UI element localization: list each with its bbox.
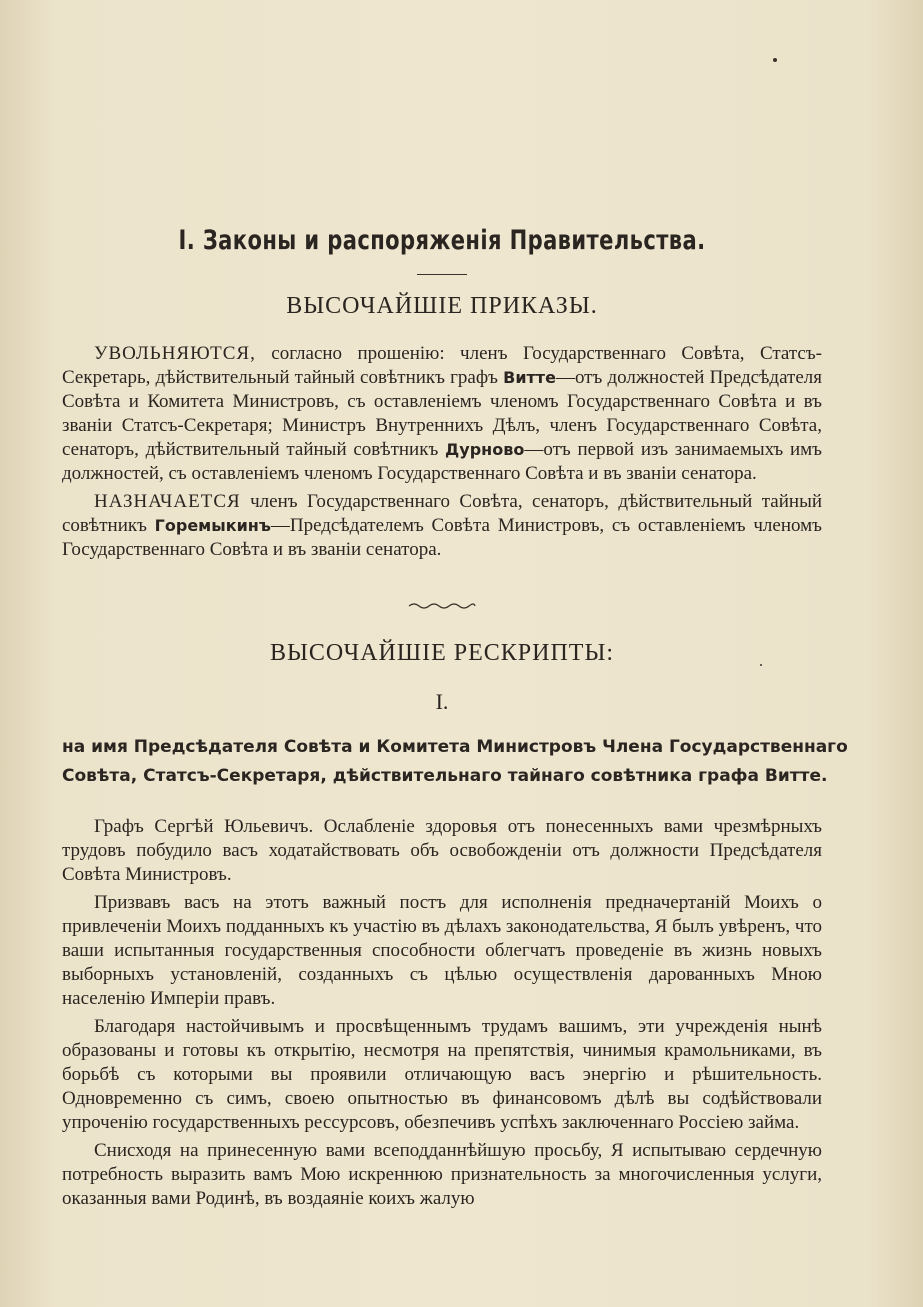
orders-heading: ВЫСОЧАЙШІЕ ПРИКАЗЫ. bbox=[286, 293, 598, 319]
person-name: Горемыкинъ bbox=[154, 516, 271, 535]
orders-text: —отъ первой изъ занимаемыхъ имъ должностей, съ оставленіемъ членомъ Государственнаго Совѣта и въ званіи сенатора. bbox=[62, 439, 822, 484]
orders-paragraph-appointment bbox=[62, 490, 822, 562]
speck bbox=[773, 58, 777, 62]
person-name: Дурново bbox=[445, 440, 525, 459]
addressee-line: на имя Предсѣдателя Совѣта и Комитета Министровъ Члена Государственнаго bbox=[62, 737, 848, 757]
orders-text: членъ Государственнаго Совѣта, сенаторъ, дѣйствительный тайный совѣтникъ bbox=[62, 491, 822, 536]
orders-text: —Предсѣдателемъ Совѣта Министровъ, съ оставленіемъ членомъ Государственнаго Совѣта и въ званіи сенатора. bbox=[62, 515, 822, 560]
wavy-line-icon bbox=[407, 601, 477, 611]
addressee-line: Совѣта, Статсъ-Секретаря, дѣйствительнаго тайнаго совѣтника графа Витте. bbox=[62, 766, 828, 786]
orders-paragraph-dismissal bbox=[62, 342, 822, 486]
person-name: Витте bbox=[503, 368, 556, 387]
orders-lead-appointed: НАЗНАЧАЕТСЯ bbox=[94, 491, 241, 512]
orders-text: согласно прошенію: членъ Государственнаго Совѣта, Статсъ-Секретарь, дѣйствительный тайный совѣтникъ графъ bbox=[62, 343, 822, 388]
section-title: I. Законы и распоряженія Правительства. bbox=[178, 225, 706, 256]
rescript-number: I. bbox=[435, 689, 449, 714]
orders-text: —отъ должностей Предсѣдателя Совѣта и Комитета Министровъ, съ оставленіемъ членомъ Государственнаго Совѣта и въ званіи Статсъ-Секретаря; Министръ Внутреннихъ Дѣлъ, членъ Государственнаго Совѣта, сенаторъ, дѣйствительный тайный совѣтникъ bbox=[62, 367, 822, 460]
rescript-paragraph: Благодаря настойчивымъ и просвѣщеннымъ трудамъ вашимъ, эти учрежденія нынѣ образованы и готовы къ открытію, несмотря на препятствія, чинимыя крамольниками, въ борьбѣ съ которыми вы проявили отличающую васъ энергію и рѣшительность. Одновременно съ симъ, своею опытностью въ финансовомъ дѣлѣ вы содѣйствовали упроченію государственныхъ рессурсовъ, обезпечивъ успѣхъ заключеннаго Россіею займа. bbox=[62, 1016, 822, 1133]
rescript-paragraph: Графъ Сергѣй Юльевичъ. Ослабленіе здоровья отъ понесенныхъ вами чрезмѣрныхъ трудовъ побудило васъ ходатайствовать объ освобожденіи отъ должности Предсѣдателя Совѣта Министровъ. bbox=[62, 816, 822, 885]
rescript-paragraph: Призвавъ васъ на этотъ важный постъ для исполненія предначертаній Моихъ о привлеченіи Моихъ подданныхъ къ участію въ дѣлахъ законодательства, Я былъ увѣренъ, что ваши испытанныя государственныя способности облегчатъ проведеніе въ жизнь новыхъ выборныхъ установленій, созданныхъ съ цѣлью осуществленія дарованныхъ Мною населенію Имперіи правъ. bbox=[62, 892, 822, 1009]
page-content bbox=[62, 225, 848, 1211]
rescript-addressee bbox=[62, 733, 848, 791]
rescript-paragraph: Снисходя на принесенную вами всеподданнѣйшую просьбу, Я испытываю сердечную потребность выразить вамъ Мою искреннюю признательность за многочисленныя услуги, оказанныя вами Родинѣ, въ воздаяніе коихъ жалую bbox=[62, 1140, 822, 1209]
title-rule bbox=[417, 274, 467, 275]
ornament-divider bbox=[62, 598, 822, 616]
rescripts-heading: ВЫСОЧАЙШІЕ РЕСКРИПТЫ: bbox=[269, 640, 615, 666]
orders-lead-dismissed: УВОЛЬНЯЮТСЯ, bbox=[94, 343, 256, 364]
